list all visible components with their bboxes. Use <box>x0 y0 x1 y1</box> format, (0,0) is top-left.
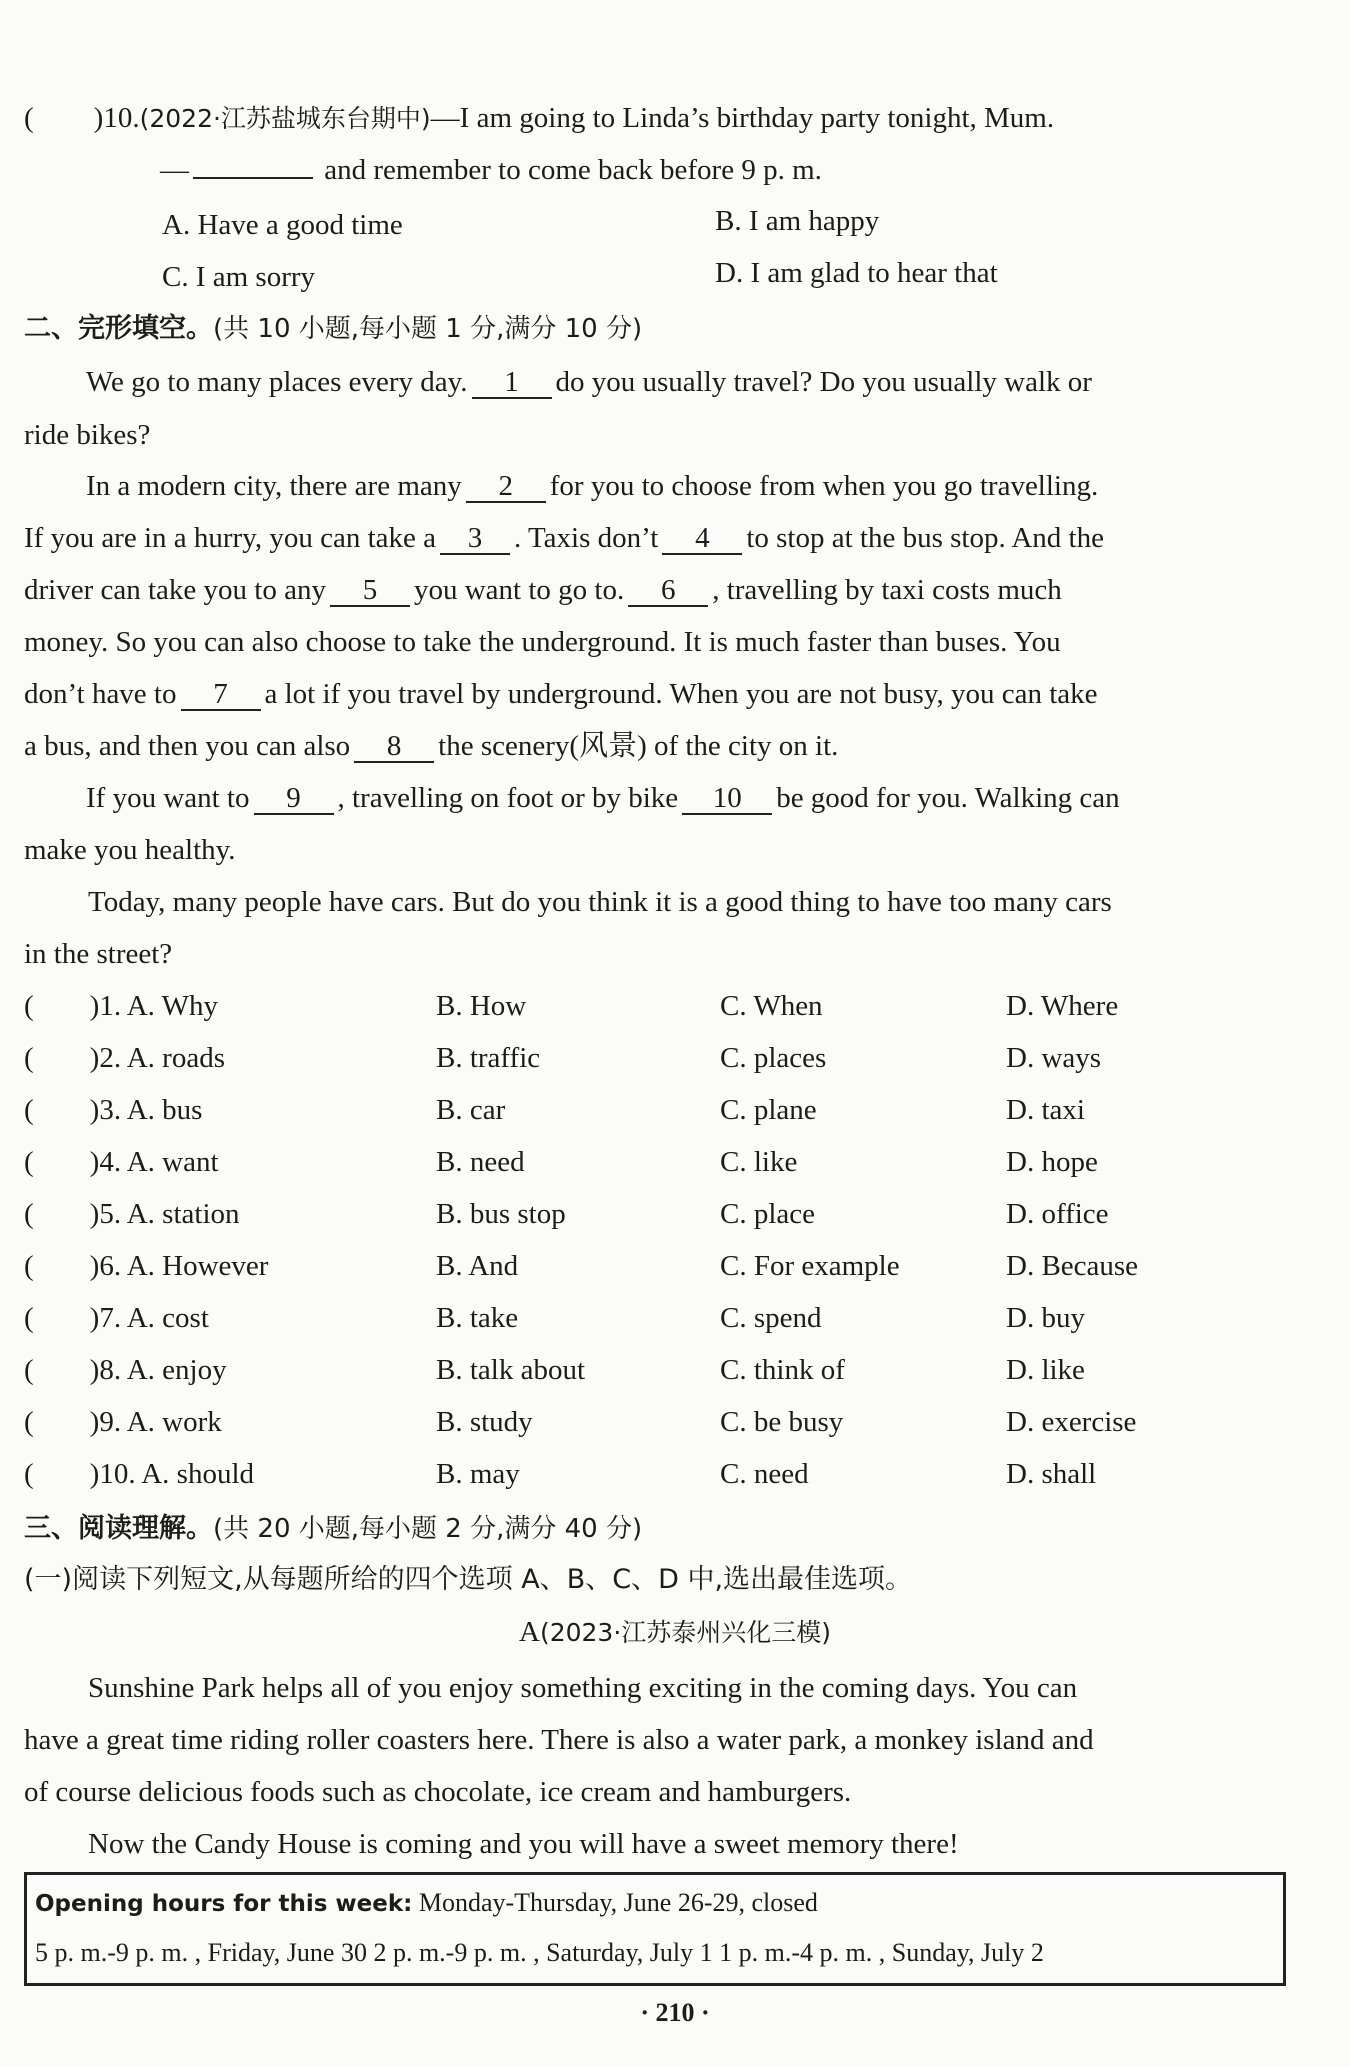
cloze-line-5: driver can take you to any 5 you want to go to. 6 , travelling by taxi costs much <box>24 574 1062 606</box>
cloze-line-2: ride bikes? <box>24 419 151 451</box>
section2-heading: 二、完形填空。(共 10 小题,每小题 1 分,满分 10 分) <box>24 313 643 344</box>
option-b[interactable]: B. may <box>436 1458 520 1490</box>
opening-hours-label: Opening hours for this week: <box>35 1891 413 1917</box>
option-d[interactable]: D. ways <box>1006 1042 1102 1074</box>
cloze-blank-3[interactable]: 3 <box>440 523 510 555</box>
option-a[interactable]: )4. A. want <box>89 1146 219 1178</box>
cloze-blank-4[interactable]: 4 <box>662 523 742 555</box>
option-d[interactable]: D. shall <box>1006 1458 1097 1490</box>
answer-paren[interactable]: ( <box>24 1146 34 1178</box>
passage-line-3: of course delicious foods such as chocolate, ice cream and hamburgers. <box>24 1776 852 1808</box>
option-a[interactable]: )9. A. work <box>89 1406 222 1438</box>
cloze-blank-1[interactable]: 1 <box>472 367 552 399</box>
cloze-option-row-9 <box>24 1402 222 1442</box>
option-c[interactable]: C. For example <box>720 1250 900 1282</box>
option-c[interactable]: C. place <box>720 1198 816 1230</box>
cloze-line-3: In a modern city, there are many 2 for you to choose from when you go travelling. <box>86 470 1099 502</box>
q10-option-c[interactable]: C. I am sorry <box>162 261 316 293</box>
answer-paren[interactable]: ( <box>24 1302 34 1334</box>
option-c[interactable]: C. spend <box>720 1302 822 1334</box>
option-a[interactable]: )2. A. roads <box>89 1042 225 1074</box>
q10-option-a[interactable]: A. Have a good time <box>162 209 403 241</box>
answer-paren[interactable]: ( <box>24 990 34 1022</box>
q10-stem: ( )10.(2022·江苏盐城东台期中)—I am going to Linda’s birthday party tonight, Mum. <box>24 102 1055 134</box>
q10-blank[interactable] <box>193 177 313 179</box>
option-b[interactable]: B. How <box>436 990 527 1022</box>
q10-option-b[interactable]: B. I am happy <box>715 205 880 237</box>
answer-paren[interactable]: ( <box>24 1458 34 1490</box>
option-c[interactable]: C. need <box>720 1458 809 1490</box>
cloze-option-row-7 <box>24 1298 209 1338</box>
cloze-line-6: money. So you can also choose to take the underground. It is much faster than buses. You <box>24 626 1061 658</box>
option-b[interactable]: B. take <box>436 1302 519 1334</box>
option-d[interactable]: D. like <box>1006 1354 1085 1386</box>
option-a[interactable]: )6. A. However <box>89 1250 269 1282</box>
opening-hours-row-2: 5 p. m.-9 p. m. , Friday, June 30 2 p. m.-9 p. m. , Saturday, July 1 1 p. m.-4 p. m. , Sunday, July 2 <box>35 1938 1044 1967</box>
answer-paren[interactable]: ( <box>24 1250 34 1282</box>
answer-paren[interactable]: ( <box>24 1354 34 1386</box>
cloze-line-1: We go to many places every day. 1 do you usually travel? Do you usually walk or <box>86 366 1092 398</box>
answer-paren[interactable]: ( <box>24 1406 34 1438</box>
cloze-option-row-6 <box>24 1246 268 1286</box>
answer-paren[interactable]: ( <box>24 1094 34 1126</box>
option-a[interactable]: )10. A. should <box>89 1458 255 1490</box>
cloze-option-row-5 <box>24 1194 240 1234</box>
option-d[interactable]: D. buy <box>1006 1302 1085 1334</box>
passage-line-4: Now the Candy House is coming and you will have a sweet memory there! <box>88 1828 959 1860</box>
q10-line2: — and remember to come back before 9 p. m. <box>160 154 822 186</box>
opening-hours-row-1: Opening hours for this week: Monday-Thursday, June 26-29, closed <box>35 1888 818 1917</box>
option-b[interactable]: B. traffic <box>436 1042 541 1074</box>
option-a[interactable]: )7. A. cost <box>89 1302 209 1334</box>
option-b[interactable]: B. car <box>436 1094 506 1126</box>
section3-instruction: (一)阅读下列短文,从每题所给的四个选项 A、B、C、D 中,选出最佳选项。 <box>24 1564 913 1595</box>
passage-line-2: have a great time riding roller coasters here. There is also a water park, a monkey island and <box>24 1724 1094 1756</box>
option-d[interactable]: D. office <box>1006 1198 1109 1230</box>
option-c[interactable]: C. like <box>720 1146 798 1178</box>
option-a[interactable]: )3. A. bus <box>89 1094 203 1126</box>
option-b[interactable]: B. study <box>436 1406 533 1438</box>
q10-source: (2022·江苏盐城东台期中) <box>139 104 431 133</box>
cloze-line-7: don’t have to 7 a lot if you travel by underground. When you are not busy, you can take <box>24 678 1098 710</box>
cloze-line-9: If you want to 9 , travelling on foot or by bike 10 be good for you. Walking can <box>86 782 1120 814</box>
option-a[interactable]: )8. A. enjoy <box>89 1354 227 1386</box>
option-b[interactable]: B. need <box>436 1146 525 1178</box>
passage-a-title: A(2023·江苏泰州兴化三模) <box>518 1616 832 1648</box>
option-b[interactable]: B. talk about <box>436 1354 586 1386</box>
cloze-option-row-3 <box>24 1090 202 1130</box>
option-d[interactable]: D. taxi <box>1006 1094 1085 1126</box>
option-c[interactable]: C. When <box>720 990 823 1022</box>
cloze-line-10: make you healthy. <box>24 834 236 866</box>
option-d[interactable]: D. Because <box>1006 1250 1139 1282</box>
page-number: · 210 · <box>640 1998 710 2027</box>
option-d[interactable]: D. exercise <box>1006 1406 1137 1438</box>
cloze-blank-6[interactable]: 6 <box>628 575 708 607</box>
answer-paren[interactable]: ( <box>24 1198 34 1230</box>
opening-hours-box <box>24 1872 1286 1986</box>
cloze-option-row-2 <box>24 1038 225 1078</box>
cloze-line-4: If you are in a hurry, you can take a 3 . Taxis don’t 4 to stop at the bus stop. And the <box>24 522 1104 554</box>
cloze-blank-7[interactable]: 7 <box>181 679 261 711</box>
cloze-blank-8[interactable]: 8 <box>354 731 434 763</box>
q10-option-d[interactable]: D. I am glad to hear that <box>715 257 998 289</box>
option-c[interactable]: C. think of <box>720 1354 845 1386</box>
passage-line-1: Sunshine Park helps all of you enjoy something exciting in the coming days. You can <box>88 1672 1078 1704</box>
option-c[interactable]: C. plane <box>720 1094 817 1126</box>
cloze-blank-10[interactable]: 10 <box>682 783 772 815</box>
cloze-line-12: in the street? <box>24 938 173 970</box>
cloze-option-row-1 <box>24 986 218 1026</box>
option-c[interactable]: C. be busy <box>720 1406 844 1438</box>
cloze-option-row-10 <box>24 1454 254 1494</box>
option-a[interactable]: )1. A. Why <box>89 990 219 1022</box>
cloze-line-11: Today, many people have cars. But do you think it is a good thing to have too many cars <box>88 886 1112 918</box>
cloze-option-row-4 <box>24 1142 219 1182</box>
cloze-blank-9[interactable]: 9 <box>254 783 334 815</box>
option-d[interactable]: D. Where <box>1006 990 1119 1022</box>
option-b[interactable]: B. And <box>436 1250 519 1282</box>
option-c[interactable]: C. places <box>720 1042 827 1074</box>
cloze-line-8: a bus, and then you can also 8 the scenery(风景) of the city on it. <box>24 730 839 762</box>
option-b[interactable]: B. bus stop <box>436 1198 566 1230</box>
option-d[interactable]: D. hope <box>1006 1146 1098 1178</box>
option-a[interactable]: )5. A. station <box>89 1198 240 1230</box>
cloze-option-row-8 <box>24 1350 227 1390</box>
section3-heading: 三、阅读理解。(共 20 小题,每小题 2 分,满分 40 分) <box>24 1513 643 1544</box>
cloze-blank-5[interactable]: 5 <box>330 575 410 607</box>
cloze-blank-2[interactable]: 2 <box>466 471 546 503</box>
answer-paren[interactable]: ( <box>24 1042 34 1074</box>
